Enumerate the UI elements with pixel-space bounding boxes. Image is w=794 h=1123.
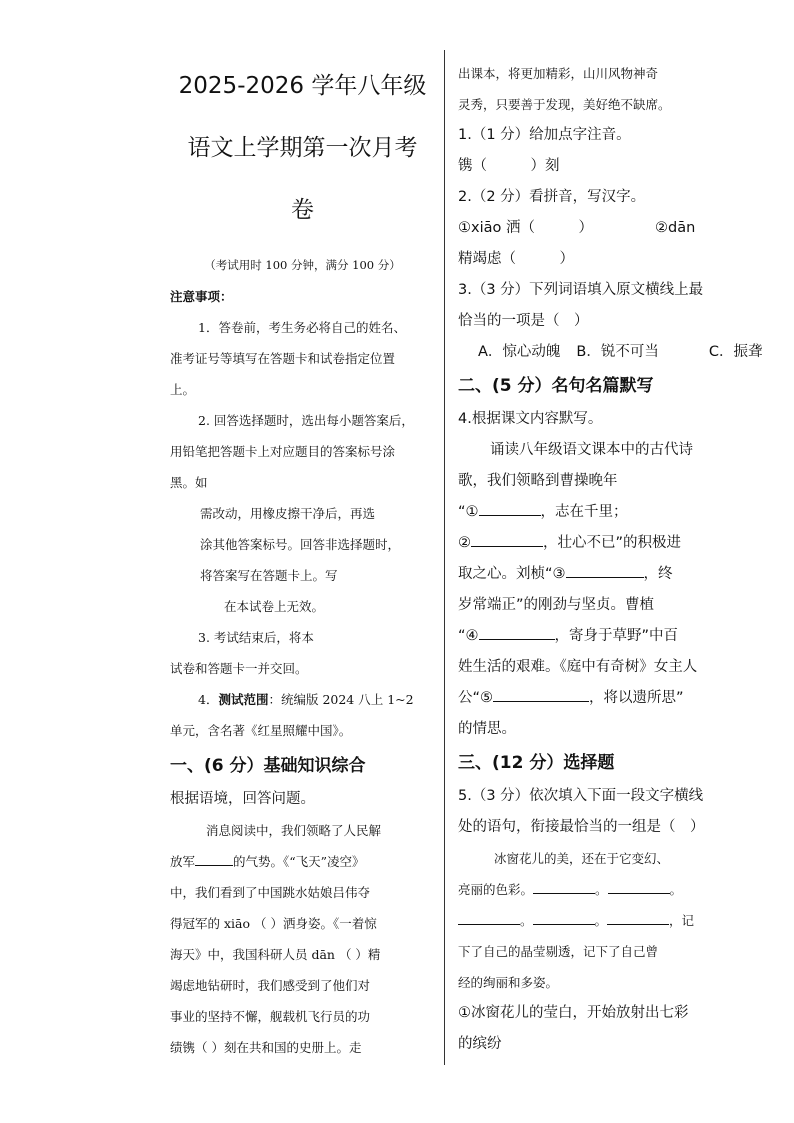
recite-line [458,528,794,559]
question-2-item-b: ②dān [654,220,696,236]
passage-line: 消息阅读中，我们领略了人民解 [206,823,382,838]
option-1-line-1: ①冰窗花儿的莹白，开始放射出七彩 [458,1005,689,1021]
section-2-body [458,404,794,745]
recite-line: 姓生活的艰难。《庭中有奇树》女主人 [458,659,698,675]
recite-text: “① [458,504,479,520]
question-1-blank: 镌（ ）刻 [458,158,560,174]
blank-underline [533,879,595,894]
blank-underline [195,851,233,866]
notice-line: 用铅笔把答题卡上对应题目的答案标号涂 [170,444,396,459]
exam-title-line-2: 语文上学期第一次月考 [187,135,418,161]
section-3-passage [458,843,794,998]
question-5-line-1: 5.（3 分）依次填入下面一段文字横线 [458,788,704,804]
question-1: 1.（1 分）给加点字注音。 [458,127,631,143]
recite-text: 取之心。刘桢“③ [458,566,566,582]
notice-line: 黑。如 [170,475,208,490]
passage-continued [458,58,794,120]
notice-4-label: 测试范围 [218,692,269,707]
passage-line: 得冠军的 xiāo （ ）洒身姿。《一着惊 [170,916,377,931]
passage-text: 亮丽的色彩。 [458,882,534,897]
recite-text: 公“⑤ [458,690,494,706]
notice-block [170,281,435,746]
option-b: B．锐不可当 [576,344,659,360]
recite-line [458,497,794,528]
blank-underline [458,910,520,925]
recite-text: ，壮心不已”的积极进 [543,535,682,551]
exam-title-line-1: 2025-2026 学年八年级 [178,73,427,99]
notice-line: 准考证号等填写在答题卡和试卷指定位置 [170,351,396,366]
recite-text: “④ [458,628,479,644]
question-3-options [458,337,794,368]
passage-line: 海天》中，我国科研人员 dān （ ）精 [170,947,381,962]
passage-line: 中，我们看到了中国跳水姑娘吕伟夺 [170,885,371,900]
passage-text: 放军 [170,854,196,869]
blank-underline-4 [479,625,555,640]
notice-line: 1．答卷前，考生务必将自己的姓名、 [198,320,406,335]
section-1-heading: 一、(6 分）基础知识综合 [170,756,366,776]
question-5-line-2: 处的语句，衔接最恰当的一组是（ ） [458,819,705,835]
notice-heading: 注意事项： [170,289,233,304]
notice-line: 试卷和答题卡一并交回。 [170,661,308,676]
blank-underline-1 [479,501,541,516]
questions-1-3 [458,120,794,368]
column-divider [444,50,445,1065]
option-c: C．振聋 [708,344,763,360]
recite-text: ② [458,535,471,551]
option-a: A．惊心动魄 [478,344,561,360]
option-1-line-2: 的缤纷 [458,1036,502,1052]
section-1-passage [170,815,435,1063]
passage-line: 。 。 ，记 [458,905,794,936]
notice-line: 需改动，用橡皮擦干净后，再选 [200,506,376,521]
passage-line: 冰窗花儿的美，还在于它变幻、 [494,851,670,866]
passage-text: 记 [681,913,695,928]
recite-line [458,683,794,714]
blank-underline-3 [566,563,644,578]
passage-text: 的气势。《“飞天”凌空》 [233,854,365,869]
blank-underline-5 [493,687,589,702]
passage-line [170,846,435,877]
notice-line: 3. 考试结束后，将本 [198,630,314,645]
question-2-item-c: 精竭虑（ ） [458,251,574,267]
notice-line: 上。 [170,382,196,397]
notice-line: 在本试卷上无效。 [224,599,325,614]
exam-subtitle: （考试用时 100 分钟，满分 100 分） [204,258,401,272]
recite-text: ，志在千里； [540,504,628,520]
notice-line: 涂其他答案标号。回答非选择题时， [200,537,401,552]
passage-line: 竭虑地钻研时，我们感受到了他们对 [170,978,371,993]
recite-line: 诵读八年级语文课本中的古代诗 [490,442,693,458]
passage-line: 亮丽的色彩。 。 。 [458,874,794,905]
section-3-heading: 三、(12 分）选择题 [458,753,615,773]
recite-text: ，终 [643,566,673,582]
blank-underline [607,910,669,925]
recite-line [458,621,794,652]
exam-title-line-3: 卷 [291,197,314,223]
section-2-heading: 二、(5 分）名句名篇默写 [458,376,654,396]
notice-line: 将答案写在答题卡上。写 [200,568,338,583]
recite-text: ，寄身于草野”中百 [554,628,679,644]
recite-line [458,559,794,590]
question-2-items [458,213,794,244]
recite-line: 的情思。 [458,721,516,737]
question-3-line-1: 3.（3 分）下列词语填入原文横线上最 [458,282,704,298]
blank-underline [608,879,670,894]
recite-line: 歌，我们领略到曹操晚年 [458,473,618,489]
question-2: 2.（2 分）看拼音，写汉字。 [458,189,646,205]
notice-line-4 [170,684,435,715]
passage-line: 出课本，将更加精彩，山川风物神奇 [458,66,659,81]
question-4: 4.根据课文内容默写。 [458,411,603,427]
passage-line: 经的绚丽和多姿。 [458,975,559,990]
left-column [170,55,435,1063]
passage-line: 下了自己的晶莹剔透，记下了自己曾 [458,944,659,959]
notice-line: 2. 回答选择题时，选出每小题答案后， [198,413,414,428]
question-2-item-a: ①xiāo 洒（ ） [458,220,593,236]
recite-text: ，将以遗所思” [589,690,684,706]
question-3-line-2: 恰当的一项是（ ） [458,313,589,329]
blank-underline [533,910,595,925]
right-column [458,58,794,1060]
recite-line: 岁常端正”的刚劲与坚贞。曹植 [458,597,655,613]
section-3-body [458,781,794,843]
passage-line: 绩镌（ ）刻在共和国的史册上。走 [170,1040,362,1055]
passage-line: 灵秀，只要善于发现，美好绝不缺席。 [458,97,671,112]
notice-4-prefix: 4． [198,692,219,707]
blank-underline-2 [471,532,543,547]
passage-line: 事业的坚持不懈，舰载机飞行员的功 [170,1009,371,1024]
notice-4-text: ：统编版 2024 八上 1~2 [268,692,414,707]
section-1-intro: 根据语境，回答问题。 [170,791,315,807]
question-5-options [458,998,794,1060]
notice-line: 单元，含名著《红星照耀中国》。 [170,723,352,738]
